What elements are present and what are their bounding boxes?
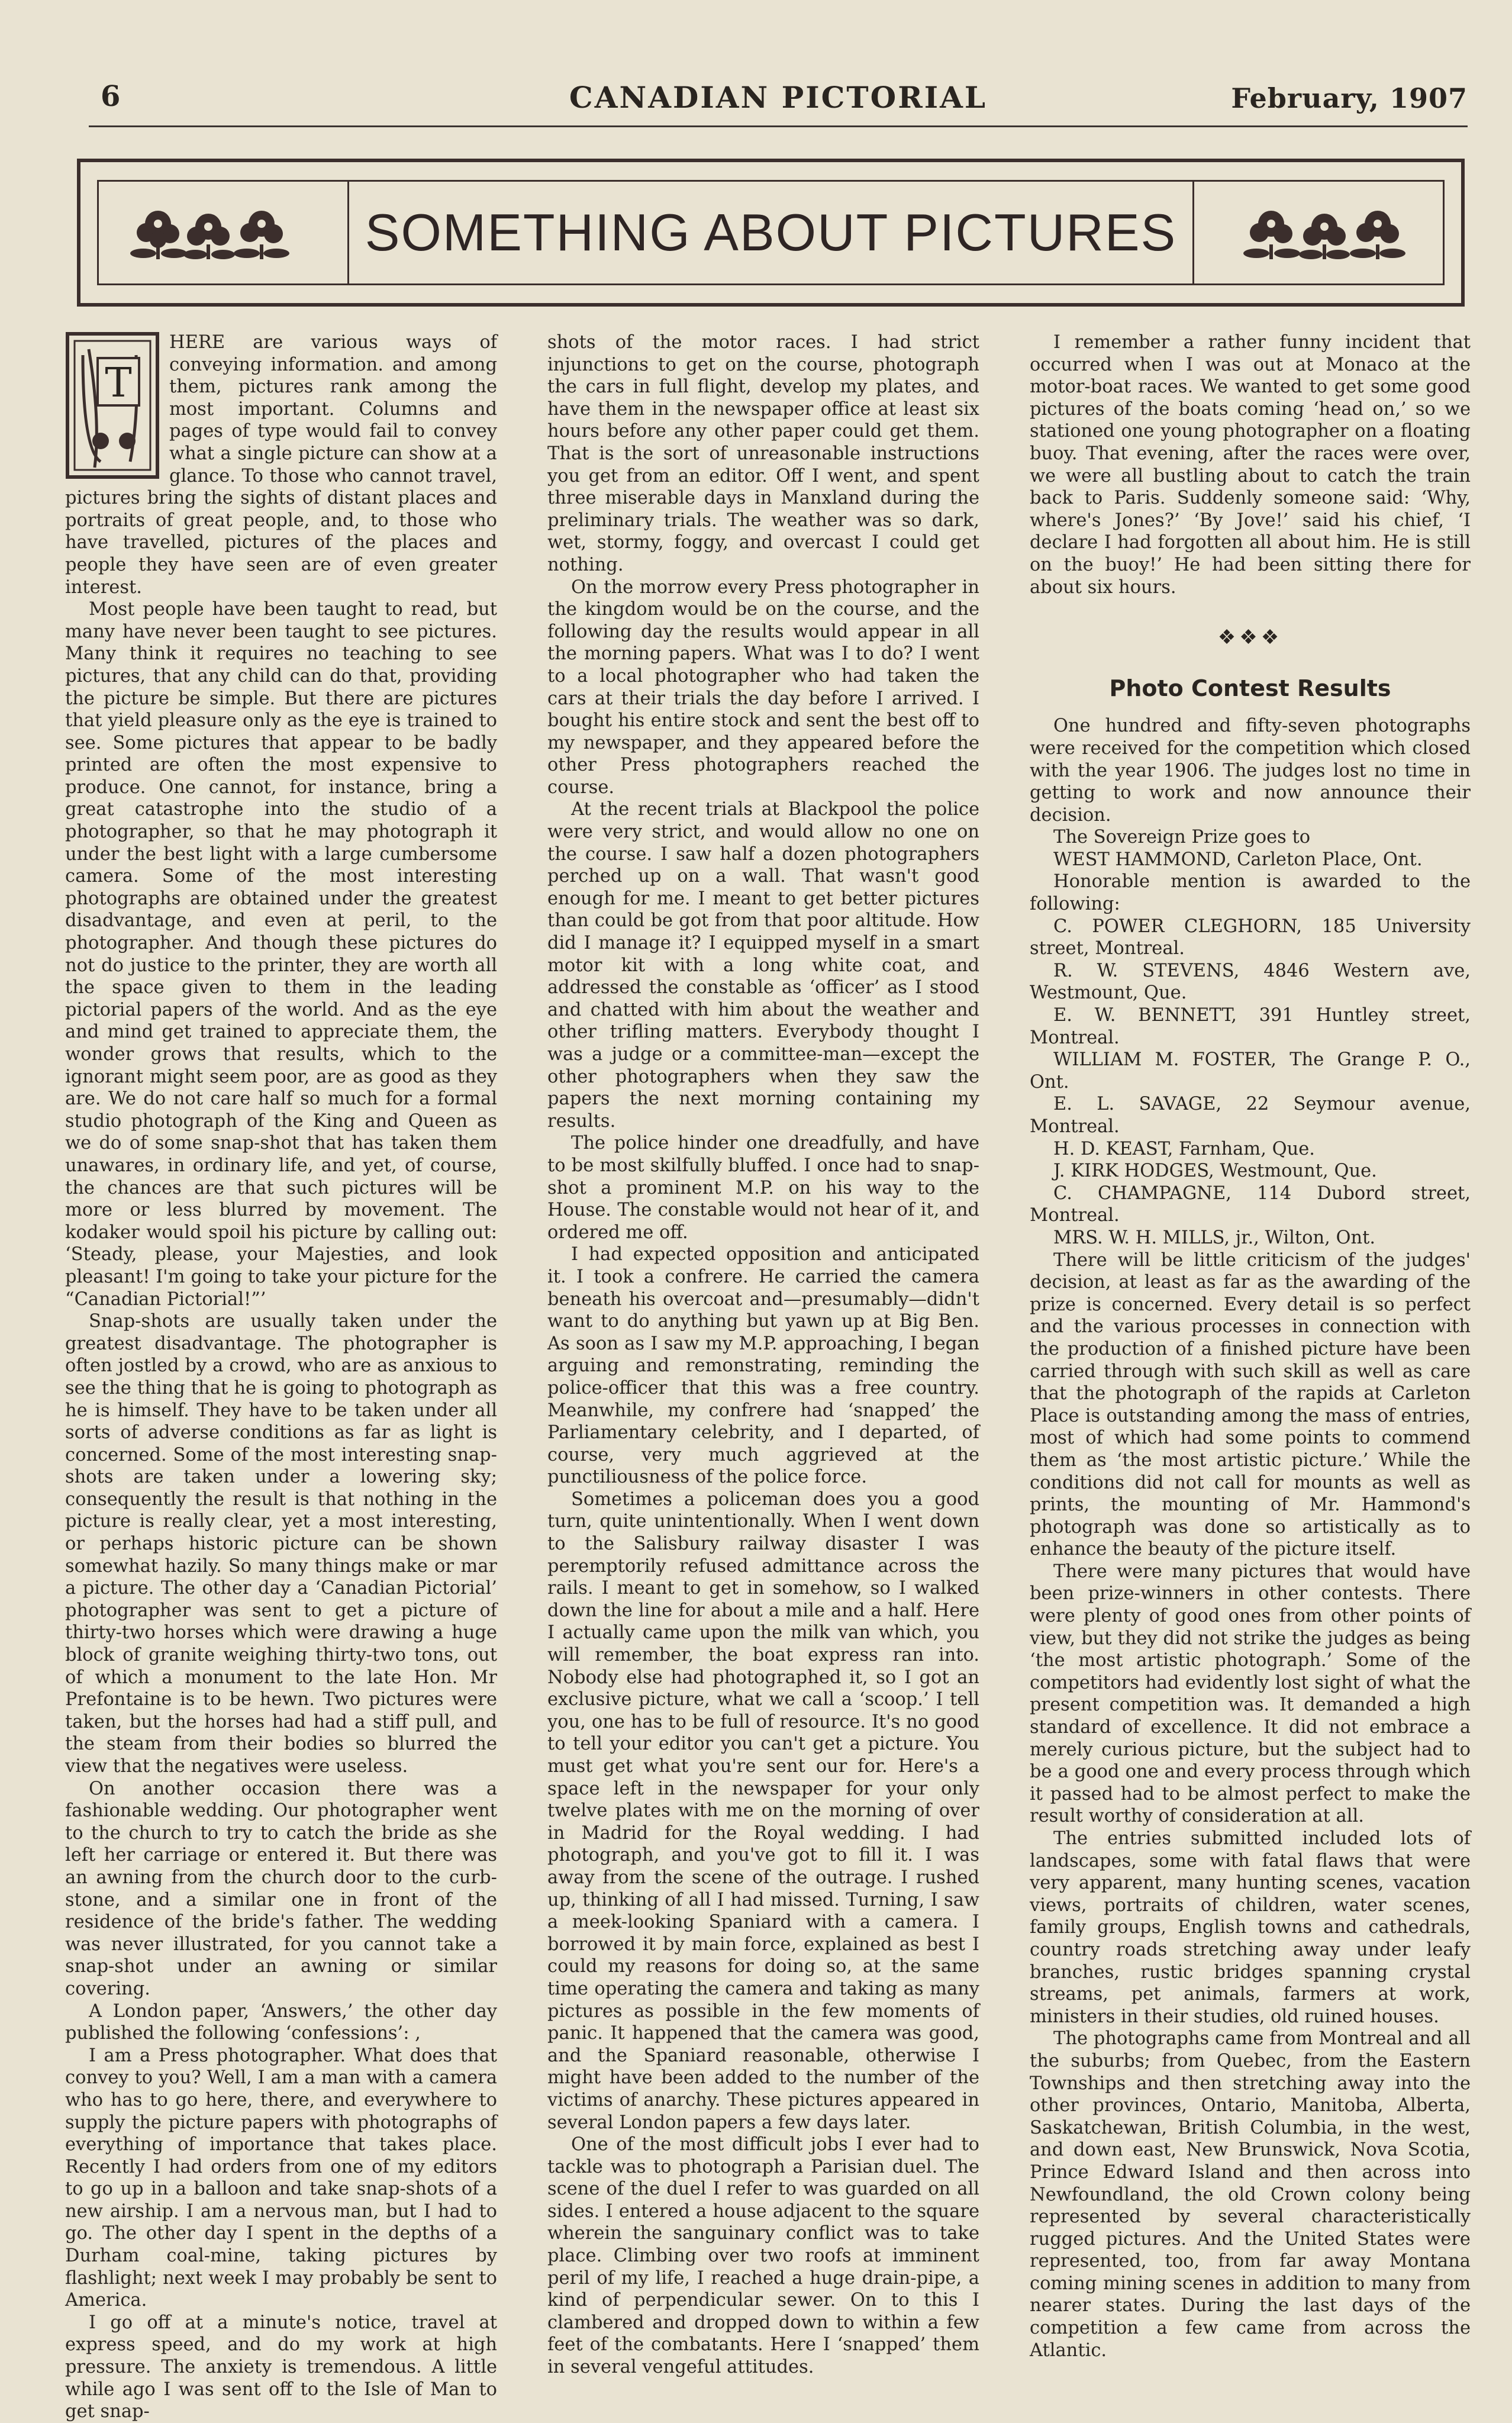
winner-entry: WEST HAMMOND, Carleton Place, Ont.	[1053, 849, 1423, 870]
title-banner	[77, 159, 1465, 307]
dropcap-letter: T	[105, 360, 132, 407]
paragraph: At the recent trials at Blackpool the police were very strict, and would allow no one on the course. I saw half a dozen photographers perched up on a wall. That wasn't good enough for me. I meant to get better pictures than could be got from that poor altitude. How did I manage it? I equipped myself in a smart motor kit with a long white coat, and addressed the constable as ‘officer’ as I stood and chatted with him about the weather and other trifling matters. Everybody thought I was a judge or a committee-man—except the other photographers when they saw the papers the next morning containing my results.	[547, 799, 979, 1132]
paragraph: I am a Press photographer. What does that convey to you? Well, I am a man with a camera who has to go here, there, and everywhere to supply the picture papers with photographs of everything of importance that takes place. Recently I had orders from one of my editors to go up in a balloon and take snap-shots of a new airship. I am a nervous man, but I had to go. The other day I spent in the depths of a Durham coal-mine, taking pictures by flashlight; next week I may probably be sent to America.	[65, 2045, 497, 2311]
paragraph: Honorable mention is awarded to the following:	[1030, 871, 1471, 915]
contest-heading: Photo Contest Results	[1109, 675, 1391, 701]
dropcap-ornament	[65, 331, 160, 479]
paragraph: On another occasion there was a fashionable wedding. Our photographer went to the church to try to catch the bride as she left her carriage or entered it. But there was an awning from the church door to the curb-stone, and a similar one in front of the residence of the bride's father. The wedding was never illustrated, for you cannot take a snap-shot under an awning or similar covering.	[65, 1778, 497, 1999]
flower-icon	[1221, 197, 1416, 268]
mention-entry: E. W. BENNETT, 391 Huntley street, Montreal.	[1030, 1005, 1471, 1048]
paragraph: Most people have been taught to read, but many have never been taught to see pictures. Many think it requires no teaching to see pictures, that any child can do that, providing the picture be simple. But there are pictures that yield pleasure only as the eye is trained to see. Some pictures that appear to be badly printed are often the most expensive to produce. One cannot, for instance, bring a great catastrophe into the studio of a photographer, so that he may photograph it under the best light with a large cumbersome camera. Some of the most interesting photographs are obtained under the greatest disadvantage, and even at peril, to the photographer. And though these pictures do not do justice to the printer, they are worth all the space given to them in the leading pictorial papers of the world. And as the eye and mind get trained to appreciate them, the wonder grows that results, which to the ignorant might seem poor, are as good as they are. We do not care half so much for a formal studio photograph of the King and Queen as we do of some snap-shot that has taken them unawares, in ordinary life, and yet, of course, the chances are that such pictures will be more or less blurred by movement. The kodaker would spoil his picture by calling out: ‘Steady, please, your Majesties, and look pleasant! I'm going to take your picture for the “Canadian Pictorial!”’	[65, 599, 497, 1310]
mention-entry: MRS. W. H. MILLS, jr., Wilton, Ont.	[1053, 1227, 1376, 1248]
paragraph: The photographs came from Montreal and all the suburbs; from Quebec, from the Eastern Townships and then stretching away into the other provinces, Ontario, Manitoba, Alberta, Saskatchewan, British Columbia, in the west, and down east, New Brunswick, Nova Scotia, Prince Edward Island and then across into Newfoundland, the old Crown colony being represented by several characteristically rugged pictures. And the United States were represented, too, from far away Montana coming mining scenes in addition to many from nearer states. During the last days of the competition a few came from across the Atlantic.	[1030, 2028, 1471, 2361]
section-divider: ❖❖❖	[1217, 626, 1283, 650]
paragraph: shots of the motor races. I had strict injunctions to get on the course, photograph the cars in full flight, develop my plates, and have them in the newspaper office at least six hours before any other paper could get them. That is the sort of unreasonable instructions you get from an editor. Off I went, and spent three miserable days in Manxland during the preliminary trials. The weather was so dark, wet, stormy, foggy, and overcast I could get nothing.	[547, 332, 979, 575]
paragraph: Snap-shots are usually taken under the greatest disadvantage. The photographer is often jostled by a crowd, who are as anxious to see the thing that he is going to photograph as he is himself. They have to be taken under all sorts of adverse conditions as far as light is concerned. Some of the most interesting snap-shots are taken under a lowering sky; consequently the result is that nothing in the picture is really clear, yet a most interesting, or perhaps historic picture can be shown somewhat hazily. So many things make or mar a picture. The other day a ‘Canadian Pictorial’ photographer was sent to get a picture of thirty-two horses which were drawing a huge block of granite weighing thirty-two tons, out of which a monument to the late Hon. Mr Prefontaine is to be hewn. Two pictures were taken, but the horses had had a stiff pull, and the steam from their bodies so blurred the view that the negatives were useless.	[65, 1311, 497, 1777]
mention-entry: R. W. STEVENS, 4846 Western ave, Westmount, Que.	[1030, 960, 1471, 1004]
column-1	[65, 331, 497, 2423]
paragraph: A London paper, ‘Answers,’ the other day published the following ‘confessions’: ,	[65, 2000, 497, 2044]
mention-entry: H. D. KEAST, Farnham, Que.	[1053, 1138, 1315, 1159]
title-frame	[97, 180, 1445, 285]
paragraph: One hundred and fifty-seven photographs were received for the competition which closed with the year 1906. The judges lost no time in getting to work and now announce their decision.	[1030, 716, 1471, 826]
mention-entry: WILLIAM M. FOSTER, The Grange P. O., Ont.	[1030, 1049, 1471, 1093]
issue-date: February, 1907	[1231, 82, 1468, 114]
paragraph: The entries submitted included lots of landscapes, some with fatal flaws that were very apparent, many hunting scenes, vacation views, portraits of children, water scenes, family groups, English towns and cathedrals, country roads stretching away under leafy branches, rustic bridges spanning crystal streams, pet animals, farmers at work, ministers in their studies, old ruined houses.	[1030, 1828, 1471, 2027]
article-title: SOMETHING ABOUT PICTURES	[365, 203, 1177, 262]
paragraph: There were many pictures that would have been prize-winners in other contests. There were plenty of good ones from other points of view, but they did not strike the judges as being ‘the most artistic photograph.’ Some of the competitors had evidently lost sight of what the present competition was. It demanded a high standard of excellence. It did not embrace a merely curious picture, but the subject had to be a good one and every process through which it passed had to be almost perfect to make the result worthy of consideration at all.	[1030, 1561, 1471, 1827]
paragraph: Sometimes a policeman does you a good turn, quite unintentionally. When I went down to the Salisbury railway disaster I was peremptorily refused admittance across the rails. I meant to get in somehow, so I walked down the line for about a mile and a half. Here I actually came upon the milk van which, you will remember, the boat express ran into. Nobody else had photographed it, so I got an exclusive picture, what we call a ‘scoop.’ I tell you, one has to be full of resource. It's no good to tell your editor you can't get a picture. You must get what you're sent our for. Here's a space left in the newspaper for your only twelve plates with me on the morning of over in Madrid for the Royal wedding. I had photograph, and you've got to fill it. I was away from the scene of the outrage. I rushed up, thinking of all I had missed. Turning, I saw a meek-looking Spaniard with a camera. I borrowed it by main force, explained as best I could my reasons for doing so, at the same time operating the camera and taking as many pictures as possible in the few moments of panic. It happened that the camera was good, and the Spaniard reasonable, otherwise I might have been added to the number of the victims of anarchy. These pictures appeared in several London papers a few days later.	[547, 1488, 979, 2133]
paragraph: The Sovereign Prize goes to	[1053, 827, 1311, 848]
page-header	[89, 74, 1468, 127]
masthead: CANADIAN PICTORIAL	[569, 80, 988, 115]
flower-ornament-right	[1192, 182, 1443, 283]
header-rule	[89, 125, 1468, 127]
flower-icon	[125, 197, 321, 268]
paragraph: On the morrow every Press photographer in the kingdom would be on the course, and the following day the results would appear in all the morning papers. What was I to do? I went to a local photographer who had taken the cars at their trials the day before I arrived. I bought his entire stock and sent the best off to my newspaper, and they appeared before the other Press photographers reached the course.	[547, 576, 979, 798]
paragraph: HERE are various ways of conveying information. and among them, pictures rank among the most important. Columns and pages of type would fail to convey what a single picture can show at a glance. To those who cannot travel, pictures bring the sights of distant places and portraits of great people, and, to those who have travelled, pictures of the places and people they have seen are of even greater interest.	[65, 332, 497, 598]
paragraph: One of the most difficult jobs I ever had to tackle was to photograph a Parisian duel. The scene of the duel I refer to was guarded on all sides. I entered a house adjacent to the square wherein the sanguinary conflict was to take place. Climbing over two roofs at imminent peril of my life, I reached a huge drain-pipe, a kind of perpendicular sewer. On to this I clambered and dropped down to within a few feet of the combatants. Here I ‘snapped’ them in several vengeful attitudes.	[547, 2134, 979, 2378]
mention-entry: E. L. SAVAGE, 22 Seymour avenue, Montreal.	[1030, 1094, 1471, 1137]
column-3	[1030, 331, 1471, 2361]
paragraph: I remember a rather funny incident that occurred when I was out at Monaco at the motor-boat races. We wanted to get some good pictures of the boats coming ‘head on,’ so we stationed one young photographer on a floating buoy. That evening, after the races were over, we were all bustling about to catch the train back to Paris. Suddenly someone said: ‘Why, where's Jones?’ ‘By Jove!’ said his chief, ‘I declare I had forgotten all about him. He is still on the buoy!’ He had been sitting there for about six hours.	[1030, 332, 1471, 598]
mention-entry: C. CHAMPAGNE, 114 Dubord street, Montreal.	[1030, 1182, 1471, 1226]
mention-entry: C. POWER CLEGHORN, 185 University street, Montreal.	[1030, 916, 1471, 959]
paragraph: The police hinder one dreadfully, and have to be most skilfully bluffed. I once had to snap-shot a prominent M.P. on his way to the House. The constable would not hear of it, and ordered me off.	[547, 1133, 979, 1243]
column-2	[547, 331, 979, 2379]
paragraph: I go off at a minute's notice, travel at express speed, and do my work at high pressure. The anxiety is tremendous. A little while ago I was sent off to the Isle of Man to get snap-	[65, 2312, 497, 2422]
paragraph: There will be little criticism of the judges' decision, at least as far as the awarding of the prize is concerned. Every detail is so perfect and the various processes in connection with the production of a finished picture have been carried through with such skill as well as care that the photograph of the rapids at Carleton Place is outstanding among the mass of entries, most of which had some points to commend them as ‘the most artistic picture.’ While the conditions did not call for mounts as well as prints, the mounting of Mr. Hammond's photograph was done so artistically as to enhance the beauty of the picture itself.	[1030, 1249, 1471, 1560]
flower-ornament-left	[99, 182, 349, 283]
page-number: 6	[101, 80, 121, 113]
paragraph: I had expected opposition and anticipated it. I took a confrere. He carried the camera beneath his overcoat and—presumably—didn't want to do anything but yawn up at Big Ben. As soon as I saw my M.P. approaching, I began arguing and remonstrating, reminding the police-officer that this was a free country. Meanwhile, my confrere had ‘snapped’ the Parliamentary celebrity, and I departed, of course, very much aggrieved at the punctiliousness of the police force.	[547, 1244, 979, 1488]
mention-entry: J. KIRK HODGES, Westmount, Que.	[1053, 1161, 1377, 1182]
